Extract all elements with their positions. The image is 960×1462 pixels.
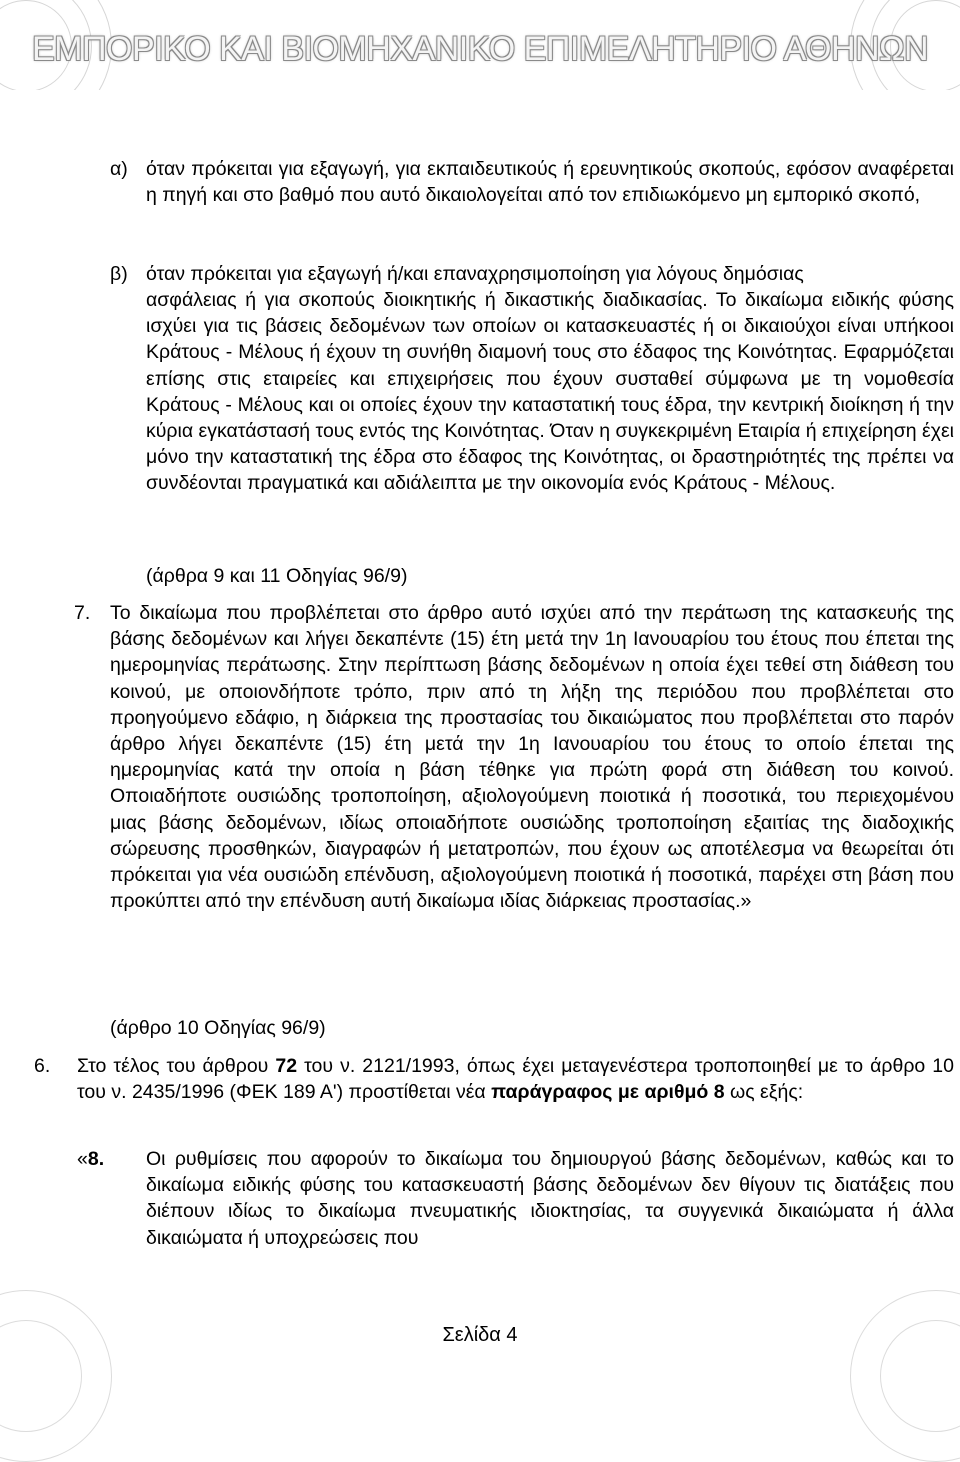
paragraph-7-marker: 7. <box>74 602 91 624</box>
paragraph-8-text: Οι ρυθμίσεις που αφορούν το δικαίωμα του δημιουργού βάσης δεδομένων, καθώς και το δικαίωμα ειδικής φύσης του κατασκευαστή βάσης δεδομένων δεν θίγουν τις διατάξεις που διέπουν ιδίως το δικαίωμα πνευματικής ιδιοκτησίας, τα συγγενικά δικαιώματα ή άλλα δικαιώματα ή υποχρεώσεις που <box>146 1148 954 1249</box>
page-number: Σελίδα 4 <box>442 1324 518 1346</box>
paragraph-6-text <box>77 1053 954 1105</box>
new-paragraph-bold: παράγραφος με αριθμό 8 <box>491 1081 725 1104</box>
paragraph-6-text-part: Στο τέλος του άρθρου <box>77 1055 276 1077</box>
chamber-name-watermark: ΕΜΠΟΡΙΚΟ ΚΑΙ ΒΙΟΜΗΧΑΝΙΚΟ ΕΠΙΜΕΛΗΤΗΡΙΟ ΑΘΗΝΩΝ <box>31 30 929 68</box>
item-b-first-line: όταν πρόκειται για εξαγωγή ή/και επαναχρησιμοποίηση για λόγους δημόσιας <box>146 263 804 285</box>
paragraph-8-number: 8. <box>87 1148 105 1170</box>
item-a-marker: α) <box>110 158 128 180</box>
paragraph-6-marker: 6. <box>34 1055 51 1077</box>
article-reference: (άρθρο 10 Οδηγίας 96/9) <box>110 1017 326 1039</box>
article-reference: (άρθρα 9 και 11 Οδηγίας 96/9) <box>146 565 408 587</box>
item-a-text: όταν πρόκειται για εξαγωγή, για εκπαιδευτικούς ή ερευνητικούς σκοπούς, εφόσον αναφέρεται η πηγή και στο βαθμό που αυτό δικαιολογείται από τον επιδιωκόμενο μη εμπορικό σκοπό, <box>146 158 954 207</box>
paragraph-6-text-part: του ν. 2121/1993, όπως έχει μεταγενέστερα τροποποιηθεί με το άρθρο 10 του ν. 2435/1996 (ΦΕΚ 189 Α') προστίθεται νέα <box>77 1055 954 1104</box>
paragraph-7-text: Το δικαίωμα που προβλέπεται στο άρθρο αυτό ισχύει από την περάτωση της κατασκευής της βάσης δεδομένων και λήγει δεκαπέντε (15) έτη μετά την 1η Ιανουαρίου του έτους που έπεται της ημερομηνίας περάτωσης. Στην περίπτωση βάσης δεδομένων η οποία έχει τεθεί στη διάθεση του κοινού, με οποιονδήποτε τρόπο, πριν από τη λήξη της περιόδου που προβλέπεται στο προηγούμενο εδάφιο, η διάρκεια της προστασίας του δικαιώματος που προβλέπεται στο παρόν άρθρο λήγει δεκαπέντε (15) έτη μετά την 1η Ιανουαρίου του έτους το οποίο έπεται της ημερομηνίας κατά την οποία η βάση τέθηκε για πρώτη φορά στη διάθεση του κοινού. Οποιαδήποτε ουσιώδης τροποποίηση, αξιολογούμενη ποιοτικά ή ποσοτικά, του περιεχομένου μιας βάσης δεδομένων, ιδίως οποιαδήποτε ουσιώδης τροποποίηση εξαιτίας της διαδοχικής σώρευσης προσθηκών, διαγραφών ή μετατροπών, που έχουν ως αποτέλεσμα να θεωρείται ότι πρόκειται για νέα ουσιώδη επένδυση, αξιολογούμενη ποιοτικά ή ποσοτικά, παρέχει στη βάση που προκύπτει από την επένδυση αυτή δικαίωμα ιδίας διάρκειας προστασίας.» <box>110 602 954 913</box>
item-b-marker: β) <box>110 263 128 285</box>
paragraph-8-marker <box>77 1146 104 1172</box>
header-watermark-banner <box>0 0 960 90</box>
paragraph-6-text-part: ως εξής: <box>724 1081 804 1104</box>
opening-quote: « <box>77 1148 88 1170</box>
article-number-bold: 72 <box>275 1055 298 1077</box>
item-b-text: ασφάλειας ή για σκοπούς διοικητικής ή δικαστικής διαδικασίας. Το δικαίωμα ειδικής φύσης ισχύει για τις βάσεις δεδομένων των οποίων οι κατασκευαστές ή οι δικαιούχοι είναι υπήκοοι Κράτους - Μέλους ή έχουν τη συνήθη διαμονή τους στο έδαφος της Κοινότητας. Εφαρμόζεται επίσης στις εταιρείες και επιχειρήσεις που έχουν συσταθεί σύμφωνα με τη νομοθεσία Κράτους - Μέλους και οι οποίες έχουν την καταστατική τους έδρα, την κεντρική διοίκηση ή την κύρια εγκατάστασή τους εντός της Κοινότητας. Όταν η συγκεκριμένη Εταιρία ή επιχείρηση έχει μόνο την καταστατική της έδρα στο έδαφος της Κοινότητας, οι δραστηριότητές της πρέπει να συνδέονται πραγματικά και αδιάλειπτα με την οικονομία ενός Κράτους - Μέλους. <box>146 289 954 495</box>
